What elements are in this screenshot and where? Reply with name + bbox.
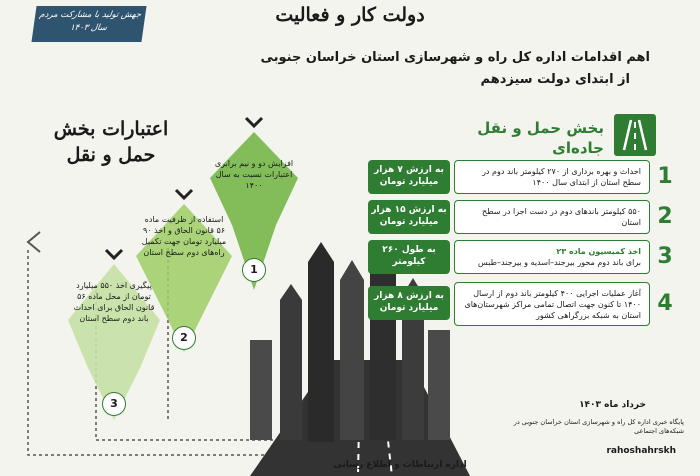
funding-item-text: افزایش دو و نیم برابری اعتبارات نسبت به سال ۱۴۰۰	[214, 159, 294, 190]
row-number: 4	[657, 291, 673, 316]
funding-item-number: 1	[242, 258, 266, 282]
building	[340, 280, 364, 440]
row-value-pill: به ارزش ۷ هزار میلیارد تومان	[368, 160, 450, 194]
social-handle: rahoshahrskh	[606, 446, 676, 456]
funding-item-text: پیگیری اخذ ۵۵۰ میلیارد تومان از محل ماده ۵۶ قانون الحاق برای احداث باند دوم سطح استان	[73, 281, 155, 323]
logo: دولت کار و فعالیت	[275, 4, 425, 26]
slogan-year: سال ۱۴۰۳	[69, 23, 108, 33]
row-number: 2	[657, 204, 673, 229]
building-roof	[308, 242, 334, 262]
road-icon	[614, 114, 656, 156]
slogan-text: جهش تولید با مشارکت مردم	[38, 10, 142, 20]
building-roof	[280, 284, 302, 300]
row-value-pill: به ارزش ۱۵ هزار میلیارد تومان	[368, 200, 450, 234]
right-section-title	[468, 118, 604, 158]
page-title: اهم اقدامات اداره کل راه و شهرسازی استان خراسان جنوبی	[260, 50, 650, 65]
left-section-title	[36, 116, 186, 168]
row-number: 3	[657, 244, 673, 269]
chevron-down-icon	[106, 250, 122, 258]
building-roof	[340, 260, 364, 280]
row-text: آغاز عملیات اجرایی ۴۰۰ کیلومتر باند دوم از ارسال ۱۴۰۰ تا کنون جهت اتصال تمامی مراکز شهرستان‌های استان به شبکه بزرگراهی کشور	[454, 282, 650, 326]
publish-date: خرداد ماه ۱۴۰۳	[579, 400, 646, 410]
left-title-line1: اعتبارات بخش	[53, 118, 169, 140]
chevron-down-icon	[176, 190, 192, 198]
arrow-outer-icon	[28, 232, 40, 252]
credit-text: پایگاه خبری اداره کل راه و شهرسازی استان خراسان جنوبی در شبکه‌های اجتماعی	[513, 418, 684, 435]
row-text: ۵۵۰ کیلومتر باند‌های دوم در دست اجرا در سطح استان	[454, 200, 650, 234]
row-highlight: اخذ کمیسیون ماده ۲۳	[556, 247, 641, 256]
right-title-line2: جاده‌ای	[552, 139, 604, 157]
building	[250, 340, 272, 440]
row-value-pill: به ارزش ۸ هزار میلیارد تومان	[368, 286, 450, 320]
right-title-line1: بخش حمل و نقل	[477, 119, 604, 137]
chevron-down-icon	[246, 118, 262, 126]
funding-item-number: 2	[172, 326, 196, 350]
row-text: احداث و بهره برداری از ۲۷۰ کیلومتر باند دوم در سطح استان از ابتدای سال ۱۴۰۰	[454, 160, 650, 194]
row-value-pill: به طول ۲۶۰ کیلومتر	[368, 240, 450, 274]
page-subtitle: از ابتدای دولت سیزدهم	[480, 72, 630, 87]
funding-item-number: 3	[102, 392, 126, 416]
row-text-detail: برای باند دوم محور بیرجند–اسدیه و بیرجند–طبس	[477, 258, 641, 267]
row-text	[454, 240, 650, 274]
department-name: اداره ارتباطات و اطلاع رسانی	[333, 460, 467, 470]
left-title-line2: حمل و نقل	[66, 144, 156, 166]
building	[280, 300, 302, 440]
building	[308, 262, 334, 442]
funding-item-text: استفاده از ظرفیت ماده ۵۶ قانون الحاق و اخذ ۹۰ میلیارد تومان جهت تکمیل راه‌های دوم سطح استان	[141, 215, 227, 257]
building	[428, 330, 450, 440]
row-number: 1	[657, 164, 673, 189]
